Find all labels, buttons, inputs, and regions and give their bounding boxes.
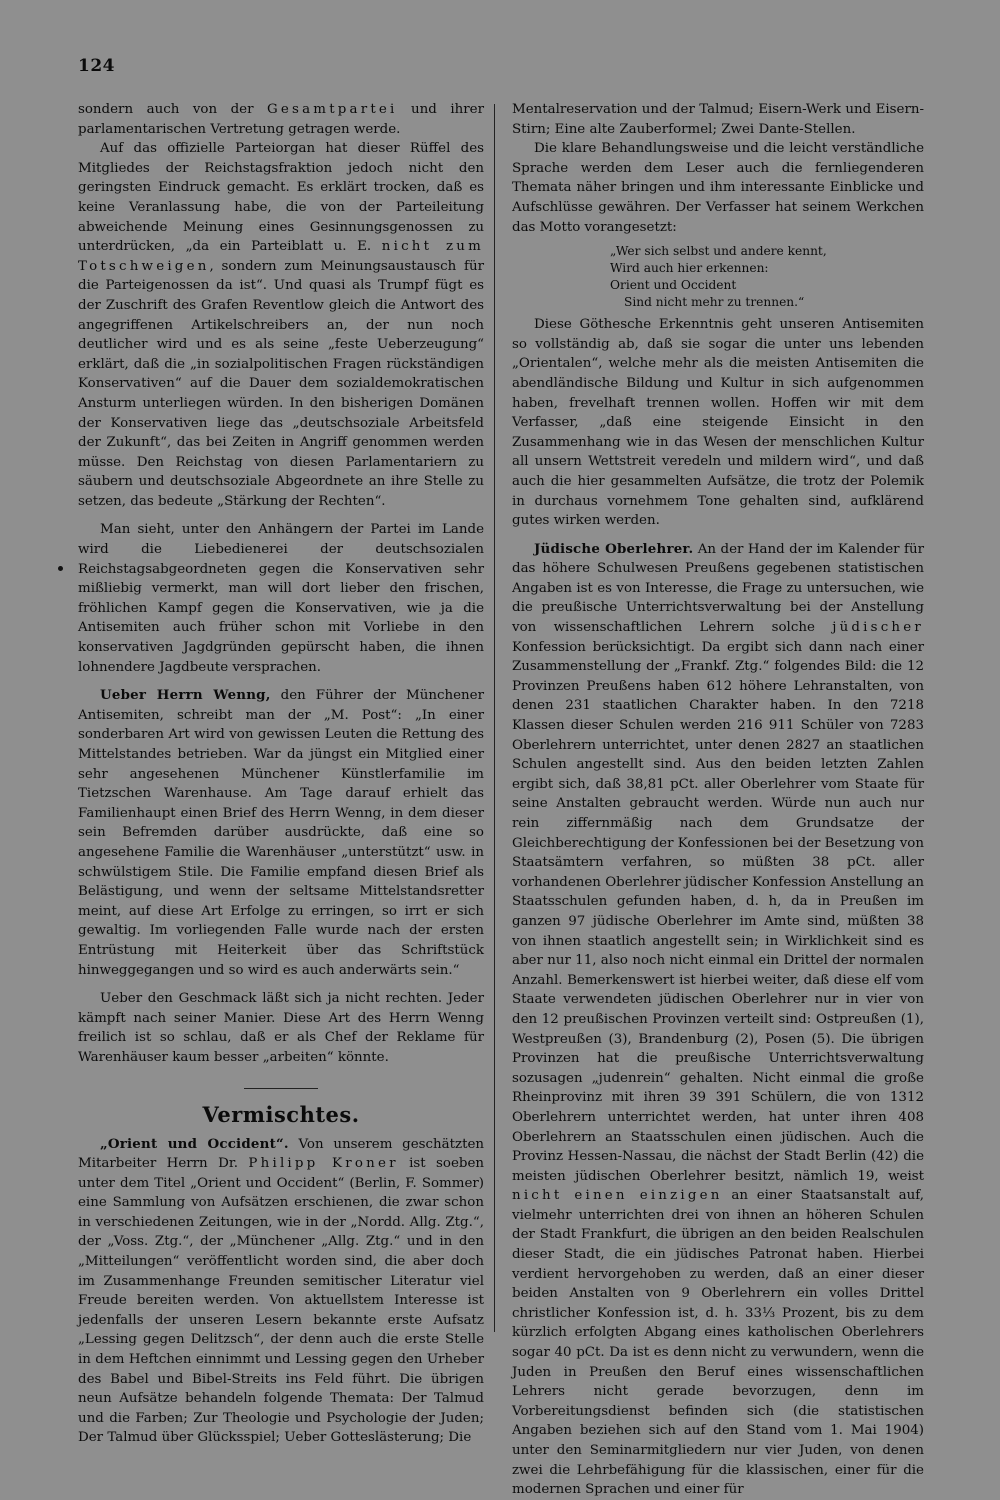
paragraph-goethe: Diese Göthesche Erkenntnis geht unseren Antisemiten so vollständig ab, daß sie sogar die unter uns lebenden „Orientalen“, welche mehr als die meisten Antisemiten die abendländische Bildung und Kultur in sich aufgenommen haben, frevelhaft trennen wollen. Hoffen wir mit dem Verfasser, „daß eine steigende Einsicht in den Zusammenhang wie in das Wesen der menschlichen Kultur all unsern Wettstreit veredeln und mildern wird“, und daß auch die hier gesammelten Aufsätze, die trotz der Polemik in durchaus vornehmem Tone gehalten sind, aufklärend gutes wirken werden. [512, 317, 924, 529]
article-orient-occident: „Orient und Occident“. Von unserem geschätzten Mitarbeiter Herrn Dr. Philipp Kroner ist soeben unter dem Titel „Orient und Occident“ (Berlin, F. Sommer) eine Sammlung von Aufsätzen erschienen, die zwar schon in verschiedenen Zeitungen, wie in der „Nordd. Allg. Ztg.“, der „Voss. Ztg.“, der „Münchener „Allg. Ztg.“ und in den „Mitteilungen“ veröffentlicht worden sind, die aber doch im Zusammenhange Freunden semitischer Literatur viel Freude bereiten werden. Von aktuellstem Interesse ist jedenfalls der unseren Lesern bekannte erste Aufsatz „Lessing gegen Delitzsch“, der denn auch die erste Stelle in dem Heftchen einnimmt und Lessing gegen den Urheber des Babel und Bibel-Streits ins Feld führt. Die übrigen neun Aufsätze behandeln folgende Themata: Der Talmud und die Farben; Zur Theologie und Psychologie der Juden; Der Talmud über Glücksspiel; Ueber Gotteslästerung; Die [78, 1135, 484, 1446]
paragraph-geschmack: Ueber den Geschmack läßt sich ja nicht rechten. Jeder kämpft nach seiner Manier. Diese Art des Herrn Wenng freilich ist so schlau, daß er als Chef der Reklame für Warenhäuser kaum besser „arbeiten“ könnte. [78, 991, 484, 1065]
article-juedische-oberlehrer: Jüdische Oberlehrer. An der Hand der im Kalender für das höhere Schulwesen Preußens gegebenen statistischen Angaben ist es von Interesse, die Frage zu untersuchen, wie die preußische Unterrichtsverwaltung bei der Anstellung von wissenschaftlichen Lehrern solche jüdischer Konfession berücksichtigt. Da ergibt sich dann nach einer Zusammenstellung der „Frankf. Ztg.“ folgendes Bild: die 12 Provinzen Preußens haben 612 höhere Lehranstalten, von denen 231 staatlichen Charakter haben. In den 7218 Klassen dieser Schulen werden 216 911 Schüler von 7283 Oberlehrern unterrichtet, unter denen 2827 an staatlichen Schulen angestellt sind. Aus den beiden letzten Zahlen ergibt sich, daß 38,81 pCt. aller Oberlehrer vom Staate für seine Anstalten gebraucht werden. Würde nun auch nur rein ziffernmäßig nach dem Grundsatze der Gleichberechtigung der Konfessionen bei der Besetzung von Staatsämtern verfahren, so müßten 38 pCt. aller vorhandenen Oberlehrer jüdischer Konfession Anstellung an Staatsschulen gefunden haben, d. h, da in Preußen im ganzen 97 jüdische Oberlehrer im Amte sind, müßten 38 von ihnen staatlich angestellt sein; in Wirklichkeit sind es aber nur 11, also noch nicht einmal ein Drittel der normalen Anzahl. Bemerkenswert ist hierbei weiter, daß diese elf vom Staate verwendeten jüdischen Oberlehrer nur in vier von den 12 preußischen Provinzen verteilt sind: Ostpreußen (1), Westpreußen (3), Brandenburg (2), Posen (5). Die übrigen Provinzen hat die preußische Unterrichtsverwaltung sozusagen „judenrein“ gehalten. Nicht einmal die große Rheinprovinz mit ihren 39 391 Schülern, die von 1312 Oberlehrern unterrichtet werden, hat unter ihren 408 Oberlehrern an Staatsschulen einen jüdischen. Auch die Provinz Hessen-Nassau, die nächst der Stadt Berlin (42) die meisten jüdischen Oberlehrer besitzt, nämlich 19, weist nicht einen einzigen an einer Staatsanstalt auf, vielmehr unterrichten drei von ihnen an höheren Schulen der Stadt Frankfurt, die übrigen an den beiden Realschulen dieser Stadt, die ein jüdisches Patronat haben. Hierbei verdient hervorgehoben zu werden, daß an einer dieser beiden Anstalten von 9 Oberlehrern ein volles Drittel christlicher Konfession ist, d. h. 33⅓ Prozent, bis zu dem kürzlich erfolgten Abgang eines katholischen Oberlehrers sogar 40 pCt. Da ist es denn nicht zu verwundern, wenn die Juden in Preußen den Beruf eines wissenschaftlichen Lehrers nicht gerade bevorzugen, denn im Vorbereitungsdienst befinden sich (die statistischen Angaben beziehen sich auf den Stand vom 1. Mai 1904) unter den Seminarmitgliedern nur vier Juden, von denen zwei die Lehrbefähigung für die klassischen, einer für die modernen Sprachen und einer für [512, 540, 925, 1498]
paragraph-themes-list: Mentalreservation und der Talmud; Eisern-Werk und Eisern-Stirn; Eine alte Zauberformel; Zwei Dante-Stellen. [512, 102, 924, 137]
verse-line: Wird auch hier erkennen: [610, 261, 769, 276]
article-heading: Jüdische Oberlehrer. [534, 540, 694, 557]
verse-line: Sind nicht mehr zu trennen.“ [624, 295, 805, 310]
spaced-emphasis: Gesamtpartei [267, 102, 398, 117]
column-rule [494, 104, 495, 1332]
article-herrn-wenng: Ueber Herrn Wenng, den Führer der Münchener Antisemiten, schreibt man der „M. Post“: „In einer sonderbaren Art wird von gewissen Leuten die Rettung des Mittelstandes betrieben. War da jüngst ein Mitglied einer sehr angesehenen Münchener Künstlerfamilie im Tietzschen Warenhause. Am Tage darauf erhielt das Familienhaupt einen Brief des Herrn Wenng, in dem dieser sein Befremden darüber ausdrückte, daß eine so angesehene Familie die Warenhäuser „unterstützt“ usw. in schwülstigem Stile. Die Familie empfand diesen Brief als Belästigung, und wenn der seltsame Mittelstandsretter meint, auf diese Art Erfolge zu erringen, so irrt er sich gewaltig. Im vorliegenden Falle wurde nach der ersten Entrüstung mit Heiterkeit über das Schriftstück hinweggegangen und so wird es auch anderwärts sein.“ [78, 687, 484, 978]
spaced-emphasis: nicht einen einzigen [512, 1188, 723, 1204]
paragraph-party-supporters: Man sieht, unter den Anhängern der Partei im Lande wird die Liebedienerei der deutschsozialen Reichstagsabgeordneten gegen die Konservativen sehr mißliebig vermerkt, man will dort lieber den frischen, fröhlichen Kampf gegen die Konservativen, wie ja die Antisemiten auch früher schon mit Vorliebe in den konservativen Jagdgründen gepürscht haben, die ihnen lohnendere Jagdbeute versprachen. [78, 522, 484, 675]
article-heading: Ueber Herrn Wenng, [100, 687, 271, 704]
verse-line: Orient und Occident [610, 278, 737, 293]
page-number: 124 [78, 56, 115, 76]
section-title: Vermischtes. [202, 1101, 360, 1127]
left-column [78, 100, 484, 1448]
spaced-emphasis: nicht zum Totschweigen [78, 239, 484, 274]
right-column [512, 100, 924, 1500]
author-name: Philipp Kroner [248, 1156, 399, 1172]
paragraph-treatment: Die klare Behandlungsweise und die leicht verständliche Sprache werden dem Leser auch die fernliegenderen Themata näher bringen und ihm interessante Einblicke und Aufschlüsse gewähren. Der Verfasser hat seinem Werkchen das Motto vorangesetzt: [512, 141, 924, 235]
paragraph-party-organ-end: sondern auch von der Gesamtpartei und ihrer parlamentarischen Vertretung getragen werde. [78, 102, 484, 137]
section-divider [244, 1088, 318, 1089]
motto-verse [610, 243, 924, 311]
spaced-emphasis: jüdischer [832, 620, 924, 636]
paragraph-official-organ: Auf das offizielle Parteiorgan hat dieser Rüffel des Mitgliedes der Reichstagsfraktion jedoch nicht den geringsten Eindruck gemacht. Es erklärt trocken, daß es keine Veranlassung habe, die von der Parteileitung abweichende Meinung eines Gesinnungsgenossen zu unterdrücken, „da ein Parteiblatt u. E. nicht zum Totschweigen, sondern zum Meinungsaustausch für die Parteigenossen da ist“. Und quasi als Trumpf fügt es der Zuschrift des Grafen Reventlow gleich die Antwort des angegriffenen Artikelschreibers an, der nun noch deutlicher wird und es als seine „feste Ueberzeugung“ erklärt, daß die „in sozialpolitischen Fragen rückständigen Konservativen“ auf die Dauer dem sozialdemokratischen Ansturm unterliegen würden. In den bisherigen Domänen der Konservativen liege das „deutschsoziale Arbeitsfeld der Zukunft“, das bei Zeiten in Angriff genommen werden müsse. Den Reichstag von diesen Parlamentariern zu säubern und deutschsoziale Abgeordnete an ihre Stelle zu setzen, das bedeute „Stärkung der Rechten“. [78, 141, 484, 509]
article-heading: „Orient und Occident“. [100, 1135, 289, 1152]
verse-line: „Wer sich selbst und andere kennt, [610, 244, 827, 259]
margin-mark [58, 566, 63, 571]
